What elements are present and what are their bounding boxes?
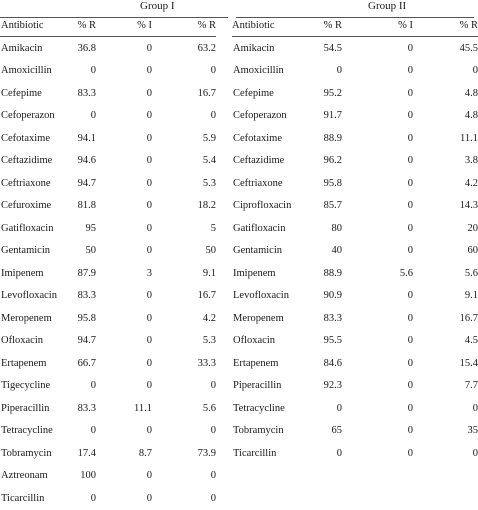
g2-antibiotic-cell: Ticarcillin (233, 447, 277, 459)
g2-antibiotic-cell: Levofloxacin (233, 290, 289, 302)
g1-antibiotic-cell: Cefepime (1, 87, 42, 99)
g2-rr-cell: 20 (467, 222, 478, 234)
g2-i-header: % I (342, 14, 413, 37)
g2-antibiotic-cell: Tetracycline (233, 402, 285, 414)
g2-rr-cell: 60 (467, 245, 478, 257)
g2-i-cell (342, 487, 413, 510)
table-row (0, 150, 478, 173)
g2-antibiotic-cell: Ofloxacin (233, 335, 275, 347)
g2-i-cell: 0 (407, 290, 413, 302)
g1-rr-cell: 0 (210, 425, 216, 437)
g1-rr-cell: 73.9 (197, 447, 216, 459)
g1-r-cell: 95.8 (77, 312, 96, 324)
group-2-title: Group II (368, 0, 407, 12)
table-row (0, 82, 478, 105)
g1-i-cell: 0 (146, 290, 152, 302)
g1-antibiotic-cell: Imipenem (1, 267, 44, 279)
g2-i-cell: 0 (407, 110, 413, 122)
table-row (0, 60, 478, 83)
g2-i-cell: 0 (407, 132, 413, 144)
g1-i-cell: 0 (146, 110, 152, 122)
g2-rr-header: % R (413, 14, 478, 37)
g1-antibiotic-cell: Piperacillin (1, 402, 50, 414)
table-row (0, 330, 478, 353)
g1-rr-cell: 18.2 (197, 200, 216, 212)
g2-r-cell: 95.8 (323, 177, 342, 189)
g1-rr-cell: 0 (210, 470, 216, 482)
column-gap (216, 442, 232, 465)
g2-r-cell: 80 (331, 222, 342, 234)
g1-i-cell: 8.7 (138, 447, 152, 459)
g1-i-cell: 0 (146, 155, 152, 167)
column-gap (216, 195, 232, 218)
g1-antibiotic-cell: Tetracycline (1, 425, 53, 437)
g2-r-cell: 95.5 (323, 335, 342, 347)
g1-antibiotic-cell: Gentamicin (1, 245, 50, 257)
g1-r-cell: 66.7 (77, 357, 96, 369)
g2-antibiotic-cell: Tobramycin (233, 425, 284, 437)
g2-i-cell: 0 (407, 222, 413, 234)
g2-i-cell: 0 (407, 65, 413, 77)
table-row (0, 262, 478, 285)
g1-antibiotic-cell: Tobramycin (1, 447, 52, 459)
g1-rr-cell: 5.9 (202, 132, 216, 144)
g2-rr-cell: 15.4 (459, 357, 478, 369)
g1-i-cell: 0 (146, 380, 152, 392)
g2-r-cell: 88.9 (323, 267, 342, 279)
column-gap (216, 487, 232, 510)
table-row (0, 172, 478, 195)
column-gap (216, 60, 232, 83)
g2-i-cell (342, 465, 413, 488)
g2-antibiotic-cell (232, 465, 314, 488)
g1-antibiotic-cell: Cefoperazon (1, 110, 55, 122)
column-gap (216, 217, 232, 240)
g1-i-cell: 0 (146, 42, 152, 54)
g1-r-cell: 83.3 (77, 402, 96, 414)
g1-i-cell: 0 (146, 222, 152, 234)
g1-r-cell: 83.3 (77, 290, 96, 302)
g1-antibiotic-cell: Tigecycline (1, 380, 51, 392)
g2-r-cell: 90.9 (323, 290, 342, 302)
table-row (0, 420, 478, 443)
g1-i-cell: 0 (146, 357, 152, 369)
g2-r-cell (314, 465, 342, 488)
g1-i-cell: 0 (146, 87, 152, 99)
g1-rr-cell: 33.3 (197, 357, 216, 369)
g1-i-cell: 0 (146, 425, 152, 437)
g2-rr-cell: 0 (472, 402, 478, 414)
table-row (0, 487, 478, 510)
g2-i-cell: 0 (407, 447, 413, 459)
g2-r-cell: 96.2 (323, 155, 342, 167)
g1-antibiotic-cell: Ertapenem (1, 357, 47, 369)
g1-r-cell: 94.1 (77, 132, 96, 144)
g1-r-cell: 94.7 (77, 177, 96, 189)
g1-r-cell: 0 (90, 65, 96, 77)
g1-i-cell: 0 (146, 177, 152, 189)
g1-r-cell: 83.3 (77, 87, 96, 99)
g1-r-cell: 0 (90, 110, 96, 122)
g2-r-cell: 54.5 (323, 42, 342, 54)
g2-antibiotic-cell: Imipenem (233, 267, 276, 279)
column-gap (216, 465, 232, 488)
g2-rr-cell: 45.5 (459, 42, 478, 54)
table-row (0, 127, 478, 150)
g1-rr-cell: 0 (210, 380, 216, 392)
g2-r-cell: 85.7 (323, 200, 342, 212)
g2-i-cell: 0 (407, 245, 413, 257)
g2-r-cell: 83.3 (323, 312, 342, 324)
group-header-row (0, 0, 474, 14)
g2-rr-cell (413, 487, 478, 510)
g2-rr-cell: 7.7 (464, 380, 478, 392)
table-row (0, 217, 478, 240)
column-gap (216, 397, 232, 420)
g1-rr-cell: 16.7 (197, 87, 216, 99)
g2-r-header: % R (314, 14, 342, 37)
g1-i-cell: 0 (146, 200, 152, 212)
g2-antibiotic-cell: Cefepime (233, 87, 274, 99)
g2-i-cell: 0 (407, 42, 413, 54)
g1-r-cell: 0 (90, 380, 96, 392)
g2-rr-cell: 35 (467, 425, 478, 437)
table-row (0, 375, 478, 398)
g1-rr-cell: 63.2 (197, 42, 216, 54)
g2-antibiotic-cell: Ciprofloxacin (233, 200, 292, 212)
g2-i-cell: 0 (407, 155, 413, 167)
g1-rr-cell: 5.6 (202, 402, 216, 414)
g1-r-cell: 17.4 (77, 447, 96, 459)
g1-rr-cell: 5.4 (202, 155, 216, 167)
g1-r-cell: 36.8 (77, 42, 96, 54)
table-row (0, 195, 478, 218)
table-body (0, 37, 478, 510)
g1-r-cell: 94.7 (77, 335, 96, 347)
g1-r-cell: 94.6 (77, 155, 96, 167)
g2-rr-cell: 4.5 (464, 335, 478, 347)
column-gap (216, 352, 232, 375)
column-gap (216, 375, 232, 398)
g1-antibiotic-cell: Levofloxacin (1, 290, 57, 302)
g2-rr-cell (413, 465, 478, 488)
g2-antibiotic-cell: Amikacin (233, 42, 275, 54)
g2-r-cell: 0 (336, 65, 342, 77)
column-gap (216, 150, 232, 173)
g1-antibiotic-cell: Ceftazidime (1, 155, 53, 167)
g1-rr-cell: 50 (205, 245, 216, 257)
g1-i-cell: 0 (146, 492, 152, 504)
table-row (0, 37, 478, 60)
g1-i-cell: 0 (146, 65, 152, 77)
g2-rr-cell: 14.3 (459, 200, 478, 212)
g2-rr-cell: 5.6 (464, 267, 478, 279)
g1-r-cell: 81.8 (77, 200, 96, 212)
g1-i-cell: 0 (146, 470, 152, 482)
g1-antibiotic-cell: Cefotaxime (1, 132, 50, 144)
column-gap (216, 105, 232, 128)
g1-i-cell: 0 (146, 132, 152, 144)
g1-rr-cell: 16.7 (197, 290, 216, 302)
g2-r-cell: 88.9 (323, 132, 342, 144)
g2-i-cell: 0 (407, 312, 413, 324)
g2-i-cell: 0 (407, 425, 413, 437)
g1-antibiotic-cell: Amikacin (1, 42, 43, 54)
g2-rr-cell: 4.8 (464, 87, 478, 99)
g1-rr-cell: 0 (210, 492, 216, 504)
column-gap (216, 127, 232, 150)
column-gap (216, 262, 232, 285)
g1-r-cell: 0 (90, 425, 96, 437)
table-row (0, 442, 478, 465)
g2-r-cell: 91.7 (323, 110, 342, 122)
g1-rr-cell: 0 (210, 110, 216, 122)
g1-i-cell: 11.1 (134, 402, 152, 414)
g1-r-header: % R (68, 14, 96, 37)
g2-rr-cell: 11.1 (460, 132, 478, 144)
g2-i-cell: 0 (407, 380, 413, 392)
g2-antibiotic-cell: Ertapenem (233, 357, 279, 369)
g1-antibiotic-cell: Gatifloxacin (1, 222, 54, 234)
g1-i-cell: 0 (146, 312, 152, 324)
g2-antibiotic-cell: Amoxicillin (233, 65, 284, 77)
g1-rr-cell: 0 (210, 65, 216, 77)
table-row (0, 465, 478, 488)
g1-antibiotic-header: Antibiotic (0, 14, 68, 37)
g1-rr-cell: 9.1 (202, 267, 216, 279)
g1-i-cell: 3 (146, 267, 152, 279)
g1-i-cell: 0 (146, 335, 152, 347)
column-gap (216, 307, 232, 330)
g2-antibiotic-cell (232, 487, 314, 510)
column-gap (216, 420, 232, 443)
g1-rr-cell: 5 (210, 222, 216, 234)
group-1-title: Group I (140, 0, 175, 12)
g2-i-cell: 0 (407, 402, 413, 414)
g2-i-cell: 0 (407, 357, 413, 369)
column-gap (216, 172, 232, 195)
g1-r-cell: 87.9 (77, 267, 96, 279)
column-gap (216, 240, 232, 263)
g2-antibiotic-cell: Gatifloxacin (233, 222, 286, 234)
table-row (0, 240, 478, 263)
g2-antibiotic-cell: Cefoperazon (233, 110, 287, 122)
g2-antibiotic-cell: Ceftriaxone (233, 177, 283, 189)
g2-antibiotic-cell: Meropenem (233, 312, 284, 324)
g2-r-cell: 84.6 (323, 357, 342, 369)
column-gap (216, 285, 232, 308)
table-row (0, 352, 478, 375)
g1-rr-cell: 4.2 (202, 312, 216, 324)
g1-rr-cell: 5.3 (202, 177, 216, 189)
column-gap (216, 82, 232, 105)
g2-r-cell: 65 (331, 425, 342, 437)
table-row (0, 105, 478, 128)
group-2-rule (236, 17, 474, 18)
g1-antibiotic-cell: Amoxicillin (1, 65, 52, 77)
g2-r-cell: 0 (336, 447, 342, 459)
column-gap (216, 37, 232, 60)
g2-r-cell: 0 (336, 402, 342, 414)
g1-antibiotic-cell: Meropenem (1, 312, 52, 324)
g2-rr-cell: 4.2 (464, 177, 478, 189)
column-gap (216, 330, 232, 353)
g1-rr-header: % R (152, 14, 216, 37)
g2-antibiotic-cell: Piperacillin (233, 380, 282, 392)
g2-i-cell: 0 (407, 87, 413, 99)
g1-i-cell: 0 (146, 245, 152, 257)
g2-rr-cell: 0 (472, 447, 478, 459)
g1-rr-cell: 5.3 (202, 335, 216, 347)
g1-r-cell: 95 (85, 222, 96, 234)
g1-antibiotic-cell: Ticarcillin (1, 492, 45, 504)
group-1-rule (0, 17, 228, 18)
g1-r-cell: 0 (90, 492, 96, 504)
g2-i-cell: 0 (407, 335, 413, 347)
g1-antibiotic-cell: Ceftriaxone (1, 177, 51, 189)
g1-antibiotic-cell: Cefuroxime (1, 200, 52, 212)
g1-r-cell: 100 (80, 470, 96, 482)
g2-r-cell: 92.3 (323, 380, 342, 392)
g2-rr-cell: 3.8 (464, 155, 478, 167)
g1-r-cell: 50 (85, 245, 96, 257)
g2-rr-cell: 16.7 (459, 312, 478, 324)
table-row (0, 307, 478, 330)
g2-r-cell (314, 487, 342, 510)
antibiotic-resistance-table (0, 14, 478, 510)
g2-antibiotic-cell: Ceftazidime (233, 155, 285, 167)
g2-antibiotic-cell: Gentamicin (233, 245, 282, 257)
g1-i-header: % I (96, 14, 152, 37)
g1-antibiotic-cell: Aztreonam (1, 470, 48, 482)
g2-i-cell: 5.6 (399, 267, 413, 279)
g2-rr-cell: 4.8 (464, 110, 478, 122)
g1-antibiotic-cell: Ofloxacin (1, 335, 43, 347)
g2-antibiotic-header: Antibiotic (232, 14, 314, 37)
g2-rr-cell: 9.1 (464, 290, 478, 302)
table-row (0, 285, 478, 308)
g2-rr-cell: 0 (472, 65, 478, 77)
table-row (0, 397, 478, 420)
g2-antibiotic-cell: Cefotaxime (233, 132, 282, 144)
g2-r-cell: 95.2 (323, 87, 342, 99)
g2-i-cell: 0 (407, 177, 413, 189)
g2-i-cell: 0 (407, 200, 413, 212)
g2-r-cell: 40 (331, 245, 342, 257)
